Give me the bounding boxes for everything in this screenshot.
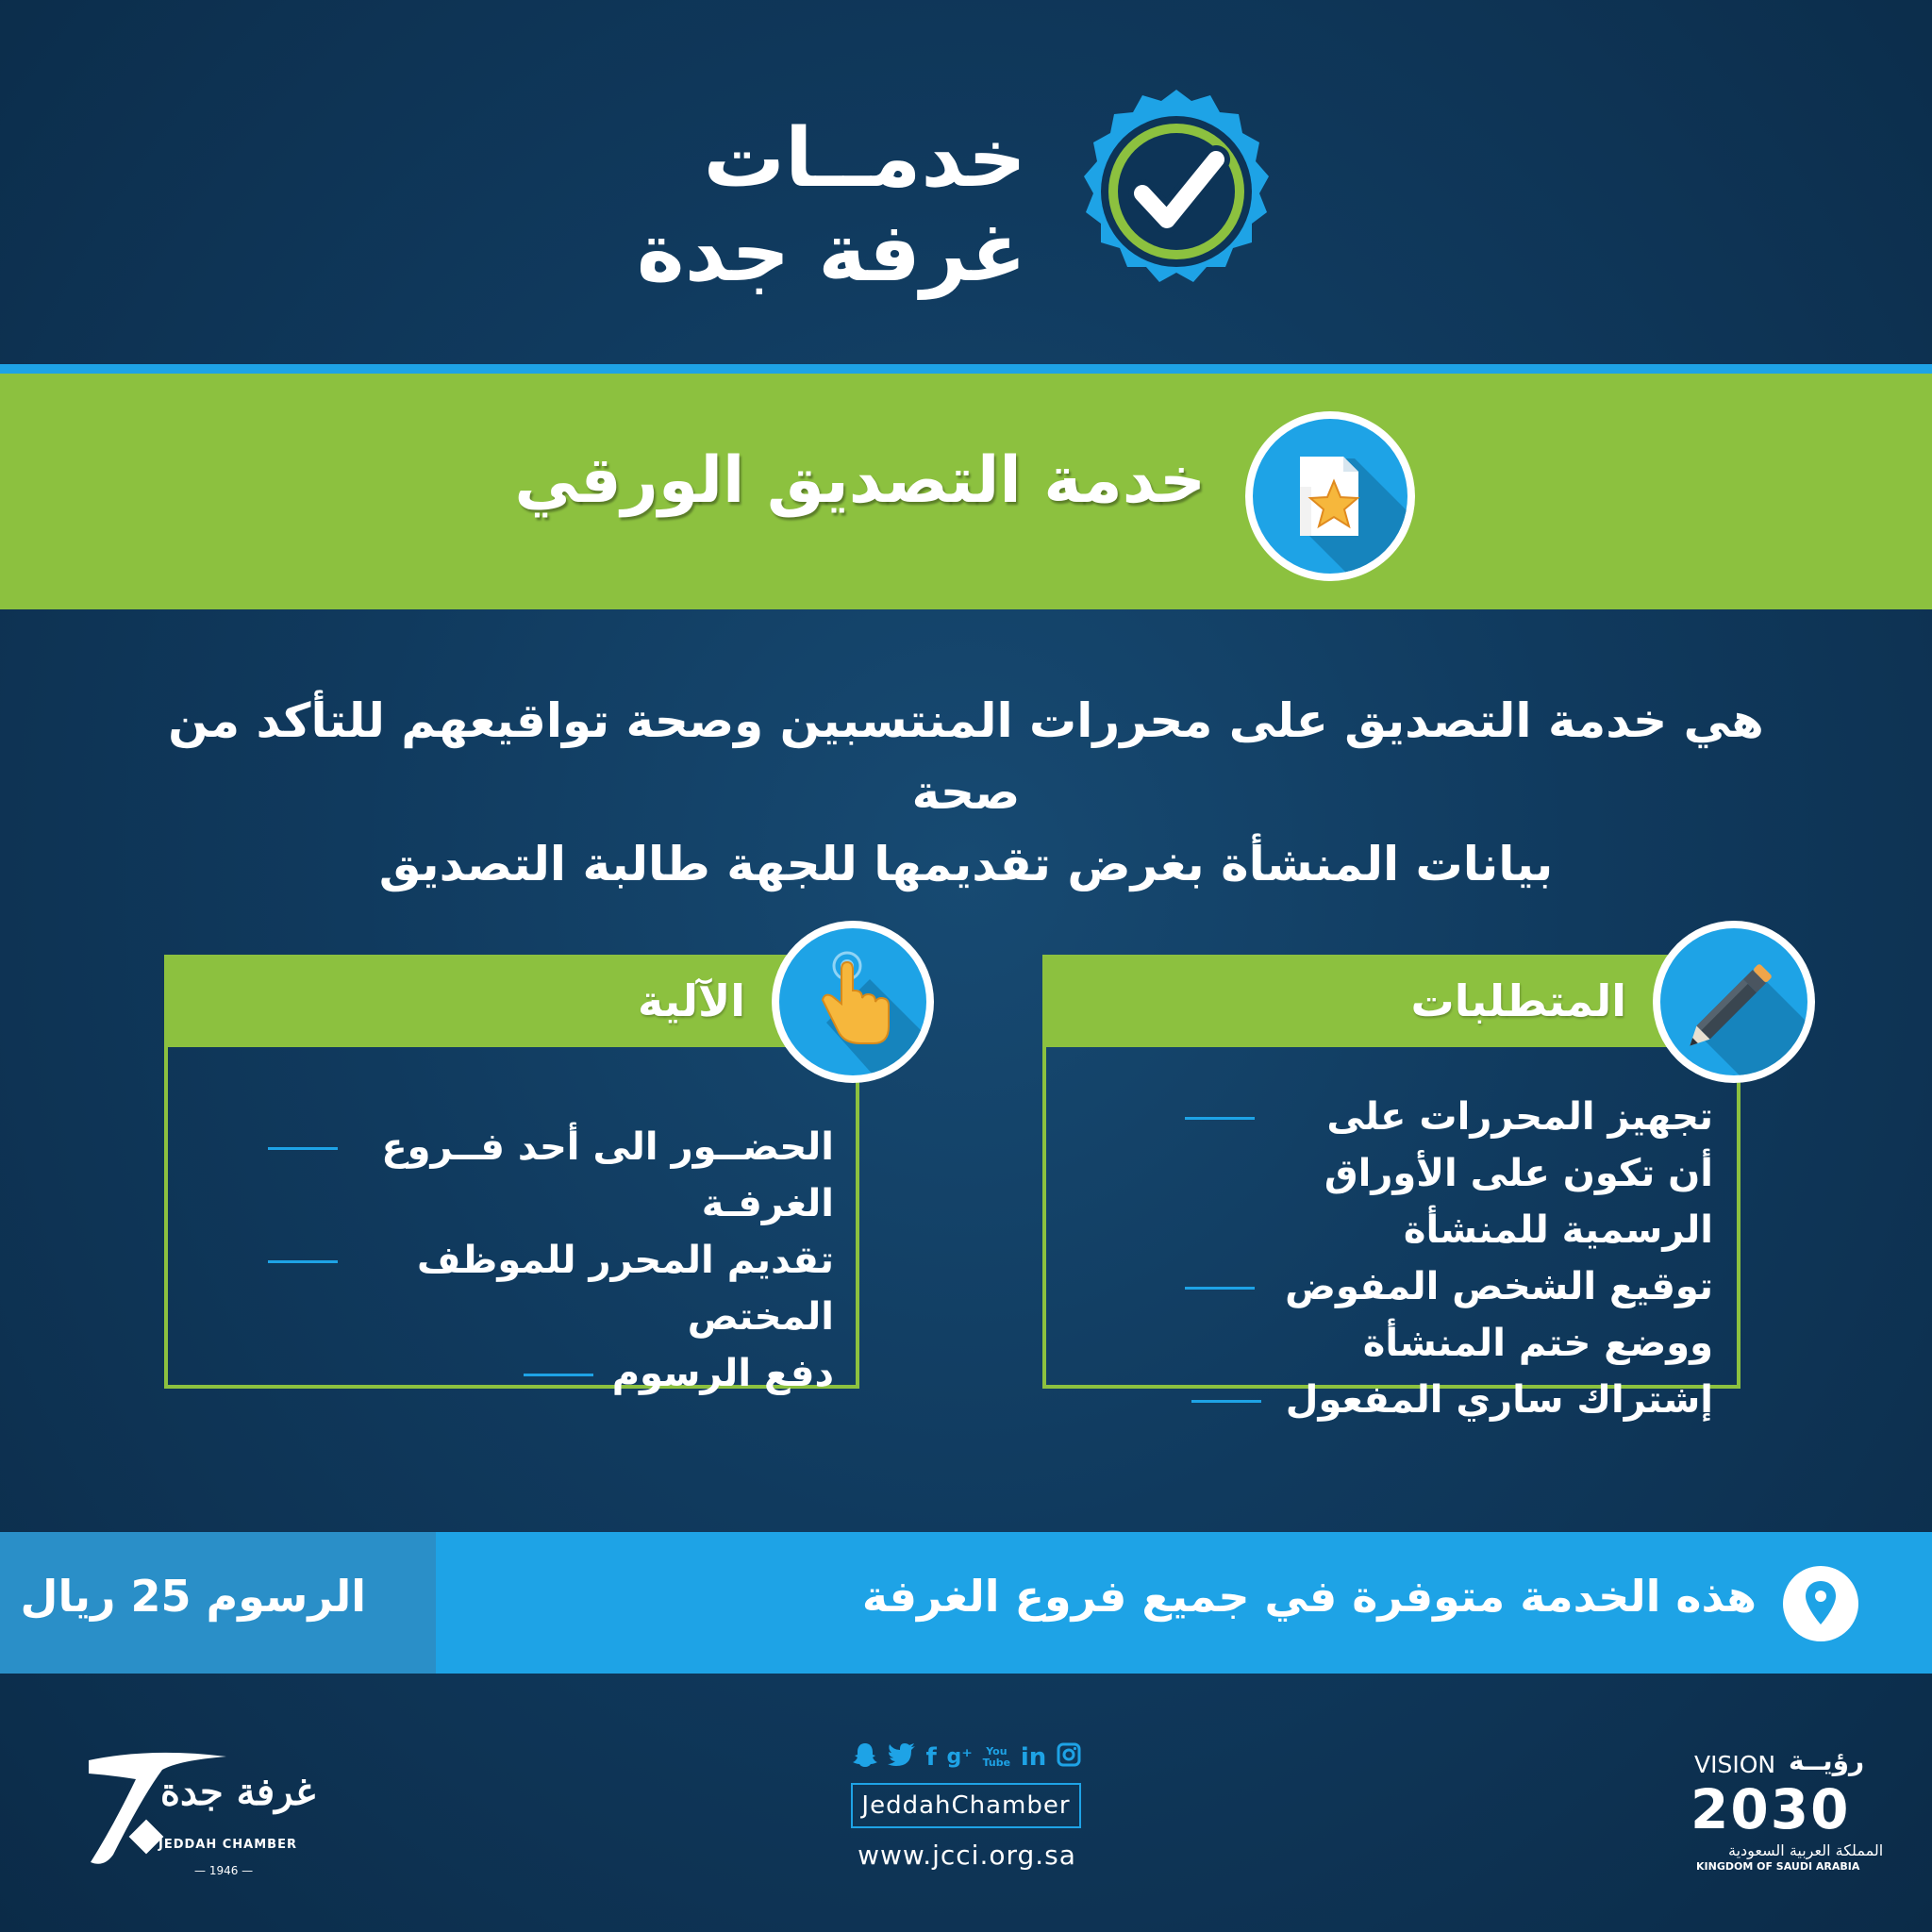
availability-text: هذه الخدمة متوفرة في جميع فروع الغرفة <box>861 1571 1757 1622</box>
list-item <box>1185 1258 1713 1372</box>
title-line-2: غرفة جدة <box>636 206 1026 300</box>
facebook-icon[interactable]: f <box>925 1743 937 1772</box>
page-title <box>536 111 1026 300</box>
list-item <box>1185 1089 1713 1258</box>
kingdom-name-ar: المملكة العربية السعودية <box>1728 1841 1884 1859</box>
requirement-3: إشتراك ساري المفعول <box>1285 1378 1713 1422</box>
service-description <box>142 685 1790 900</box>
twitter-icon[interactable] <box>888 1742 916 1774</box>
chamber-name-en: JEDDAH CHAMBER <box>158 1838 297 1852</box>
fee-text: الرسوم 25 ريال <box>20 1571 366 1622</box>
certified-document-icon <box>1245 411 1415 581</box>
vision-word: VISION <box>1694 1751 1776 1778</box>
bullet-dash <box>1185 1287 1255 1290</box>
mechanism-step-2: تقديم المحرر للموظف المختص <box>417 1239 834 1339</box>
description-line-2: بيانات المنشأة بغرض تقديمها للجهة طالبة التصديق <box>378 837 1554 891</box>
linkedin-icon[interactable]: in <box>1020 1743 1047 1772</box>
mechanism-title: الآلية <box>638 975 745 1026</box>
tap-hand-icon <box>772 921 934 1083</box>
social-handle[interactable]: JeddahChamber <box>851 1783 1081 1828</box>
check-badge-icon <box>1068 83 1285 300</box>
vision-word-ar: رؤيــة <box>1789 1745 1865 1776</box>
service-title: خدمة التصديق الورقي <box>514 443 1206 518</box>
bullet-dash <box>1191 1400 1261 1403</box>
instagram-icon[interactable] <box>1057 1742 1081 1774</box>
pencil-icon <box>1653 921 1815 1083</box>
list-item <box>268 1119 834 1232</box>
bullet-dash <box>268 1147 338 1150</box>
snapchat-icon[interactable] <box>853 1741 877 1774</box>
title-line-1: خدمــات <box>703 111 1026 206</box>
description-line-1: هي خدمة التصديق على محررات المنتسبين وصحة تواقيعهم للتأكد من صحة <box>168 693 1764 820</box>
google-plus-icon[interactable]: g⁺ <box>946 1745 973 1769</box>
bullet-dash <box>1185 1117 1255 1120</box>
divider-strip <box>0 364 1932 374</box>
chamber-name-ar: غرفة جدة <box>160 1770 316 1814</box>
mechanism-step-1: الحضــور الى أحد فــروع الغرفـة <box>381 1125 834 1225</box>
social-icons <box>853 1741 1081 1774</box>
bullet-dash <box>268 1260 338 1263</box>
chamber-year: — 1946 — <box>194 1864 254 1877</box>
list-item <box>1185 1372 1713 1428</box>
requirements-list <box>1185 1089 1713 1428</box>
list-item <box>268 1232 834 1345</box>
mechanism-card-header <box>164 955 859 1047</box>
vision-year: 2030 <box>1690 1777 1851 1841</box>
requirements-title: المتطلبات <box>1410 975 1626 1026</box>
requirement-2: توقيع الشخص المفوض ووضع ختم المنشأة <box>1285 1265 1713 1365</box>
bullet-dash <box>524 1374 593 1376</box>
requirement-1: تجهيز المحررات على أن تكون على الأوراق الرسمية للمنشأة <box>1324 1095 1713 1252</box>
kingdom-name-en: KINGDOM OF SAUDI ARABIA <box>1696 1860 1860 1873</box>
mechanism-step-3: دفع الرسوم <box>611 1352 834 1395</box>
website-link[interactable]: www.jcci.org.sa <box>858 1840 1076 1871</box>
youtube-icon[interactable]: You Tube <box>982 1745 1011 1769</box>
mechanism-list <box>268 1119 834 1402</box>
requirements-card-header <box>1042 955 1740 1047</box>
list-item <box>268 1345 834 1402</box>
location-pin-icon <box>1783 1566 1858 1641</box>
